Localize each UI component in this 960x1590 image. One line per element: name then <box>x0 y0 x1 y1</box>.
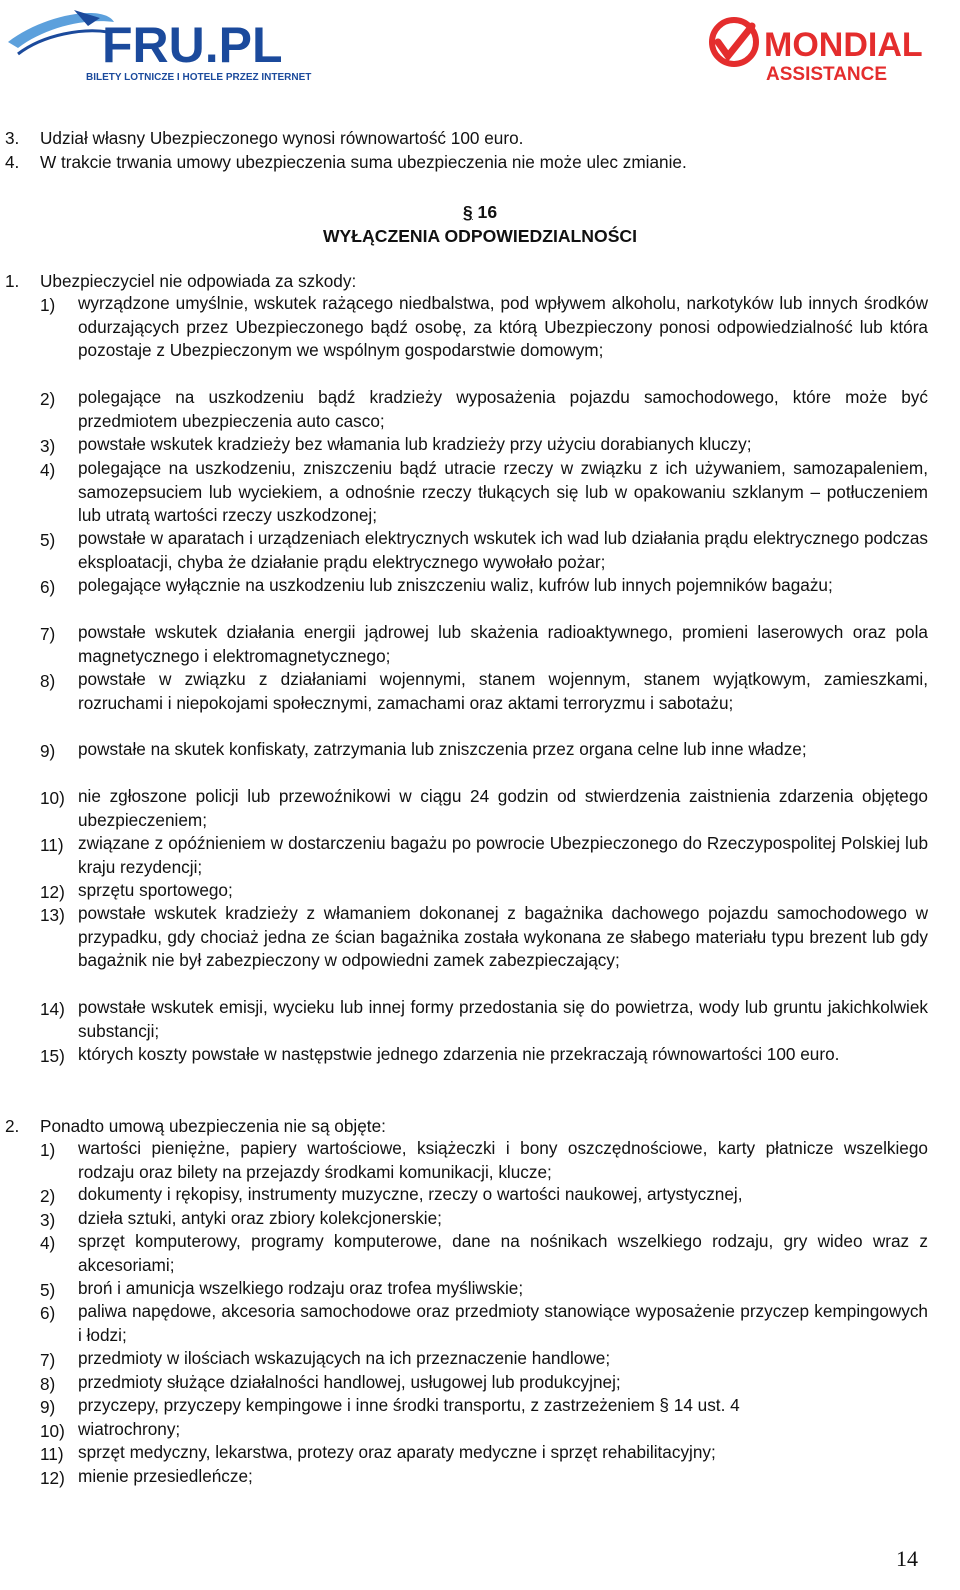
list-item: przedmioty służące działalności handlowej, usługowej lub produkcyjnej; <box>78 1372 621 1392</box>
item-number: 3. <box>5 128 20 148</box>
list-item: polegające na uszkodzeniu bądź kradzieży wyposażenia pojazdu samochodowego, które może być przedmiotem ubezpieczenia auto casco; <box>78 387 928 431</box>
list-item: wartości pieniężne, papiery wartościowe, książeczki i bony oszczędnościowe, karty płatnicze wszelkiego rodzaju oraz bilety na przejazdy środkami komunikacji, klucze; <box>78 1138 928 1182</box>
list-item: sprzęt medyczny, lekarstwa, protezy oraz aparaty medyczne i sprzęt rehabilitacyjny; <box>78 1442 716 1462</box>
section-title: WYŁĄCZENIA ODPOWIEDZIALNOŚCI <box>322 226 638 246</box>
item-number: 2) <box>40 1186 56 1206</box>
list-item: polegające na uszkodzeniu, zniszczeniu bądź utracie rzeczy w związku z ich używaniem, samozapaleniem, samozepsuciem lub wyciekiem, a odnośnie rzeczy tłukących się lub w opakowaniu szklanym – potłuczeniem lub utratą wartości rzeczy uszkodzonej; <box>78 458 928 526</box>
section-num: 16 <box>477 202 498 222</box>
list-item: powstałe w aparatach i urządzeniach elektrycznych wskutek ich wad lub działania prądu elektrycznego podczas eksploatacji, chyba że działanie prądu elektrycznego wywołało pożar; <box>78 528 928 572</box>
item-number: 1) <box>40 1140 56 1160</box>
item-number: 9) <box>40 741 56 761</box>
item-number: 11) <box>40 835 64 855</box>
list-item: nie zgłoszone policji lub przewoźnikowi w ciągu 24 godzin od stwierdzenia zaistnienia zdarzenia objętego ubezpieczeniem; <box>78 786 928 830</box>
list-item: wiatrochrony; <box>78 1419 181 1439</box>
item-number: 12) <box>40 1468 65 1488</box>
mondial-assistance-logo <box>706 16 952 86</box>
item-number: 9) <box>40 1397 56 1417</box>
item-number: 10) <box>40 1421 65 1441</box>
svg-text:FRU.PL: FRU.PL <box>102 17 283 73</box>
item-number: 3) <box>40 436 56 456</box>
list-item: polegające wyłącznie na uszkodzeniu lub zniszczeniu waliz, kufrów lub innych pojemników bagażu; <box>78 575 833 595</box>
list-item: związane z opóźnieniem w dostarczeniu bagażu po powrocie Ubezpieczonego do Rzeczypospolitej Polskiej lub kraju rezydencji; <box>78 833 928 877</box>
list-item: powstałe w związku z działaniami wojennymi, stanem wojennym, stanem wyjątkowym, zamieszkami, rozruchami i niepokojami społecznymi, zamachami oraz aktami terroryzmu i sabotażu; <box>78 669 928 713</box>
list-item: Udział własny Ubezpieczonego wynosi równowartość 100 euro. <box>40 128 524 148</box>
item-number: 13) <box>40 905 65 925</box>
list-item: dokumenty i rękopisy, instrumenty muzyczne, rzeczy o wartości naukowej, artystycznej, <box>78 1184 743 1204</box>
list-item: których koszty powstałe w następstwie jednego zdarzenia nie przekraczają równowartości 100 euro. <box>78 1044 840 1064</box>
item-number: 8) <box>40 671 56 691</box>
list-item: broń i amunicja wszelkiego rodzaju oraz trofea myśliwskie; <box>78 1278 524 1298</box>
svg-text:BILETY LOTNICZE I HOTELE PRZEZ: BILETY LOTNICZE I HOTELE PRZEZ INTERNET <box>86 72 312 83</box>
page-number: 14 <box>896 1546 918 1571</box>
list-item: przedmioty w ilościach wskazujących na ich przeznaczenie handlowe; <box>78 1348 611 1368</box>
point-number: 1. <box>5 271 20 291</box>
item-number: 4) <box>40 460 56 480</box>
list-item: sprzętu sportowego; <box>78 880 233 900</box>
section-number <box>0 200 960 224</box>
item-number: 11) <box>40 1444 64 1464</box>
list-item: dzieła sztuki, antyki oraz zbiory kolekcjonerskie; <box>78 1208 442 1228</box>
item-number: 15) <box>40 1046 65 1066</box>
point-lead: Ponadto umową ubezpieczenia nie są objęte: <box>40 1116 386 1136</box>
list-item: wyrządzone umyślnie, wskutek rażącego niedbalstwa, pod wpływem alkoholu, narkotyków lub innych środków odurzających przez Ubezpieczonego bądź osobę, za którą Ubezpieczony ponosi odpowiedzialność lub która pozostaje z Ubezpieczonym we wspólnym gospodarstwie domowym; <box>78 293 928 361</box>
item-number: 10) <box>40 788 65 808</box>
item-number: 6) <box>40 1303 56 1323</box>
item-number: 4) <box>40 1233 56 1253</box>
item-number: 1) <box>40 295 56 315</box>
item-number: 14) <box>40 999 65 1019</box>
page-header <box>0 0 960 92</box>
svg-text:ASSISTANCE: ASSISTANCE <box>766 64 888 85</box>
item-number: 5) <box>40 530 56 550</box>
list-item: powstałe na skutek konfiskaty, zatrzymania lub zniszczenia przez organa celne lub inne władze; <box>78 739 807 759</box>
list-item: sprzęt komputerowy, programy komputerowe, dane na nośnikach wszelkiego rodzaju, gry wideo wraz z akcesoriami; <box>78 1231 928 1275</box>
list-item: powstałe wskutek kradzieży bez włamania lub kradzieży przy użyciu dorabianych kluczy; <box>78 434 752 454</box>
svg-text:MONDIAL: MONDIAL <box>764 26 923 64</box>
point-number: 2. <box>5 1116 20 1136</box>
list-item: paliwa napędowe, akcesoria samochodowe oraz przedmioty stanowiące wyposażenie przyczep kempingowych i łodzi; <box>78 1301 928 1345</box>
list-item: mienie przesiedleńcze; <box>78 1466 253 1486</box>
item-number: 6) <box>40 577 56 597</box>
list-item: powstałe wskutek emisji, wycieku lub innej formy przedostania się do powietrza, wody lub gruntu jakichkolwiek substancji; <box>78 997 928 1041</box>
list-item: W trakcie trwania umowy ubezpieczenia suma ubezpieczenia nie może ulec zmianie. <box>40 152 687 172</box>
list-item: powstałe wskutek działania energii jądrowej lub skażenia radioaktywnego, promieni laserowych oraz pola magnetycznego i elektromagnetycznego; <box>78 622 928 666</box>
item-number: 7) <box>40 624 56 644</box>
item-number: 12) <box>40 882 65 902</box>
item-number: 4. <box>5 152 20 172</box>
fru-logo <box>4 4 324 86</box>
section-symbol: § <box>462 202 473 222</box>
point-lead: Ubezpieczyciel nie odpowiada za szkody: <box>40 271 357 291</box>
list-item: przyczepy, przyczepy kempingowe i inne środki transportu, z zastrzeżeniem § 14 ust. 4 <box>78 1395 740 1415</box>
item-number: 2) <box>40 389 56 409</box>
item-number: 3) <box>40 1210 56 1230</box>
item-number: 7) <box>40 1350 56 1370</box>
list-item: powstałe wskutek kradzieży z włamaniem dokonanej z bagażnika dachowego pojazdu samochodowego w przypadku, gdy chociaż jedna ze ścian bagażnika została wykonana ze słabego materiału typu brezent lub gdy bagażnik nie był zabezpieczony w odpowiedni zamek zabezpieczający; <box>78 903 928 971</box>
item-number: 8) <box>40 1374 56 1394</box>
item-number: 5) <box>40 1280 56 1300</box>
